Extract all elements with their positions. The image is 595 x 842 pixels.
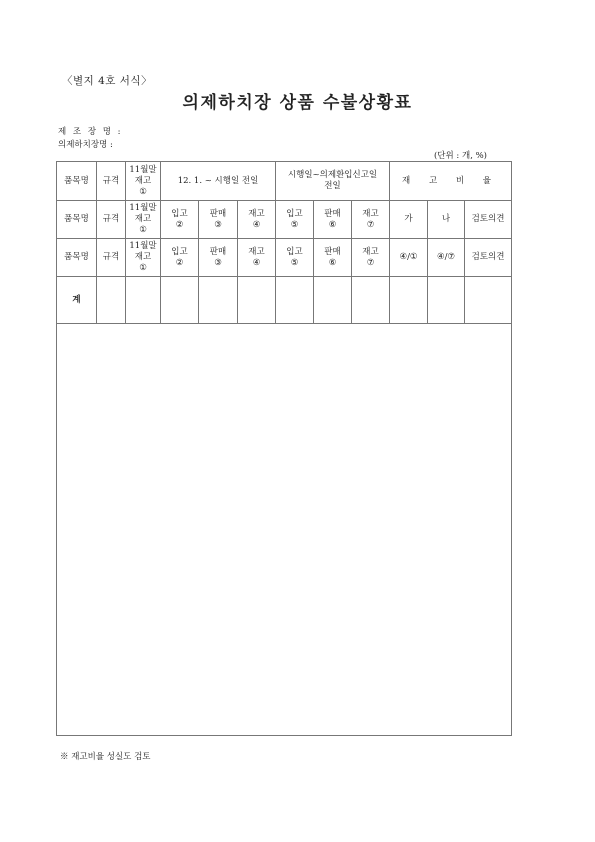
item-name-header: 품목명 [57, 239, 97, 277]
total-cell[interactable] [428, 277, 465, 324]
unit-note: (단위 : 개, %) [433, 151, 487, 161]
total-cell[interactable] [352, 277, 390, 324]
ratio-ga-formula: ④/① [390, 239, 428, 277]
total-cell[interactable] [465, 277, 512, 324]
total-cell[interactable] [161, 277, 199, 324]
incoming-2-header: 입고 ⑤ [276, 239, 314, 277]
period2-header: 시행일~의제환입신고일 전일 [276, 162, 390, 201]
depot-label: 의제하치장명 : [58, 140, 113, 150]
total-row [57, 277, 512, 324]
spec-header: 규격 [97, 162, 126, 201]
sales-1-header: 판매 ③ [199, 239, 238, 277]
entry-area-row [57, 324, 512, 736]
total-label: 계 [57, 277, 97, 324]
header-row-2 [57, 201, 512, 239]
nov-stock-header: 11월말 재고 ① [126, 239, 161, 277]
ratio-na-header: 나 [428, 201, 465, 239]
stock-2-header: 재고 ⑦ [352, 201, 390, 239]
sales-1-header: 판매 ③ [199, 201, 238, 239]
manufacturer-label: 제 조 장 명 : [58, 127, 123, 137]
spec-header: 규격 [97, 239, 126, 277]
total-cell[interactable] [390, 277, 428, 324]
header-row-3 [57, 239, 512, 277]
review-opinion-header: 검토의견 [465, 239, 512, 277]
ratio-ga-header: 가 [390, 201, 428, 239]
total-cell[interactable] [199, 277, 238, 324]
incoming-2-header: 입고 ⑤ [276, 201, 314, 239]
form-number: 〈별지 4호 서식〉 [62, 75, 153, 87]
total-cell[interactable] [126, 277, 161, 324]
item-name-header: 품목명 [57, 162, 97, 201]
inventory-table [56, 161, 512, 736]
item-name-header: 품목명 [57, 201, 97, 239]
nov-stock-header: 11월말 재고 ① [126, 201, 161, 239]
total-cell[interactable] [276, 277, 314, 324]
nov-stock-header: 11월말 재고 ① [126, 162, 161, 201]
total-cell[interactable] [314, 277, 352, 324]
stock-1-header: 재고 ④ [238, 201, 276, 239]
stock-1-header: 재고 ④ [238, 239, 276, 277]
sales-2-header: 판매 ⑥ [314, 239, 352, 277]
incoming-1-header: 입고 ② [161, 201, 199, 239]
stock-2-header: 재고 ⑦ [352, 239, 390, 277]
total-cell[interactable] [238, 277, 276, 324]
total-cell[interactable] [97, 277, 126, 324]
spec-header: 규격 [97, 201, 126, 239]
ratio-na-formula: ④/⑦ [428, 239, 465, 277]
entry-area[interactable] [57, 324, 512, 736]
header-row-1 [57, 162, 512, 201]
sales-2-header: 판매 ⑥ [314, 201, 352, 239]
review-opinion-header: 검토의견 [465, 201, 512, 239]
page-title: 의제하치장 상품 수불상황표 [182, 93, 413, 113]
footnote: ※ 재고비율 성실도 검토 [60, 752, 151, 762]
period1-header: 12. 1. ~ 시행일 전일 [161, 162, 276, 201]
incoming-1-header: 입고 ② [161, 239, 199, 277]
stock-ratio-header: 재 고 비 율 [390, 162, 512, 201]
